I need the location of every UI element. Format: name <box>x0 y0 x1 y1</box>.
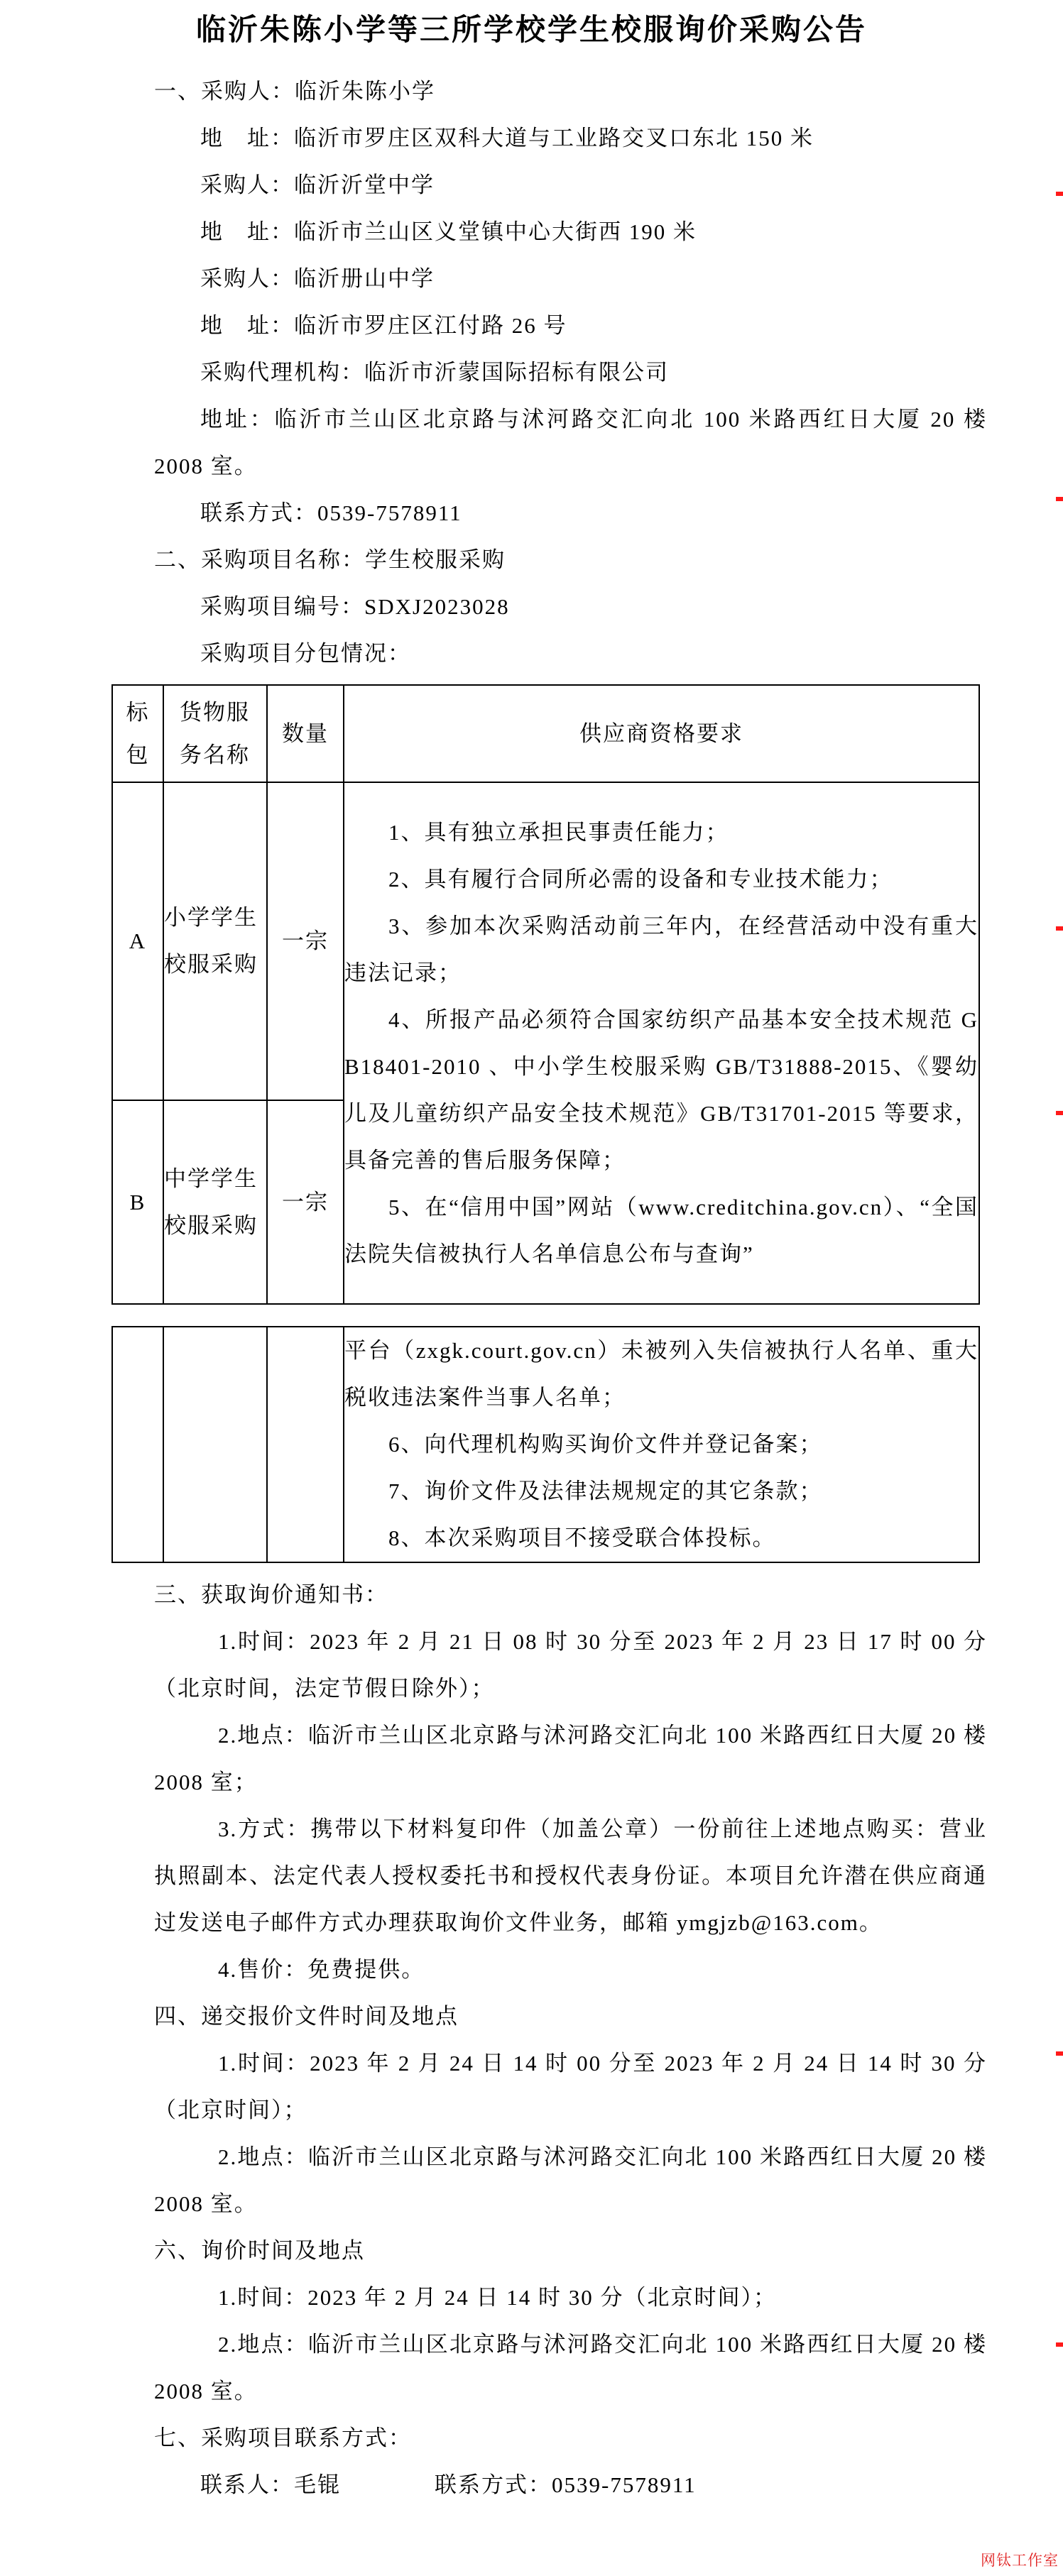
red-edge-mark <box>1056 2342 1063 2347</box>
paragraph: 4.售价：免费提供。 <box>218 1957 425 1982</box>
paragraph: 地址：临沂市兰山区北京路与沭河路交汇向北 100 米路西红日大厦 20 楼 2008 室。 <box>154 407 987 478</box>
red-edge-mark <box>1056 1111 1063 1115</box>
requirement-paragraph: 8、本次采购项目不接受联合体投标。 <box>388 1525 776 1550</box>
col-header-bid-package: 标包 <box>112 685 163 782</box>
red-edge-mark <box>1056 192 1063 196</box>
body-paragraph-group <box>154 1572 987 2509</box>
paragraph: 2.地点：临沂市兰山区北京路与沭河路交汇向北 100 米路西红日大厦 20 楼 2008 室。 <box>154 2332 987 2404</box>
intro-paragraph-group <box>154 68 987 677</box>
col-header-supplier-qualification: 供应商资格要求 <box>344 685 979 782</box>
requirement-paragraph: 6、向代理机构购买询价文件并登记备案； <box>388 1432 823 1457</box>
red-edge-mark <box>1056 497 1063 501</box>
col-header-goods-service-name: 货物服务名称 <box>163 685 267 782</box>
paragraph: 2.地点：临沂市兰山区北京路与沭河路交汇向北 100 米路西红日大厦 20 楼 2008 室。 <box>154 2144 987 2216</box>
quantity-cell-b: 一宗 <box>267 1100 344 1304</box>
requirement-paragraph: 5、在“信用中国”网站（www.creditchina.gov.cn）、“全国法院失信被执行人名单信息公布与查询” <box>344 1194 978 1266</box>
bid-cell-b: B <box>112 1100 163 1304</box>
paragraph: 3.方式：携带以下材料复印件（加盖公章）一份前往上述地点购买：营业执照副本、法定代表人授权委托书和授权代表身份证。本项目允许潜在供应商通过发送电子邮件方式办理获取询价文件业务，邮箱 ymgjzb@163.com。 <box>154 1816 987 1935</box>
table-continued-row <box>112 1327 979 1562</box>
packages-table <box>111 684 980 1305</box>
paragraph: 采购项目分包情况： <box>200 641 411 666</box>
paragraph: 采购代理机构：临沂市沂蒙国际招标有限公司 <box>200 360 669 385</box>
goods-cell-empty <box>163 1327 267 1562</box>
requirement-paragraph: 平台（zxgk.court.gov.cn）未被列入失信被执行人名单、重大税收违法案件当事人名单； <box>344 1338 978 1410</box>
paragraph: 二、采购项目名称：学生校服采购 <box>154 547 506 572</box>
requirement-paragraph: 3、参加本次采购活动前三年内，在经营活动中没有重大违法记录； <box>344 913 978 985</box>
paragraph: 采购项目编号：SDXJ2023028 <box>200 594 510 619</box>
paragraph: 地 址：临沂市罗庄区双科大道与工业路交叉口东北 150 米 <box>200 126 814 150</box>
paragraph: 2.地点：临沂市兰山区北京路与沭河路交汇向北 100 米路西红日大厦 20 楼 2008 室； <box>154 1723 987 1794</box>
paragraph: 1.时间：2023 年 2 月 24 日 14 时 30 分（北京时间）； <box>218 2285 777 2310</box>
bid-cell-empty <box>112 1327 163 1562</box>
supplier-requirements-continued-cell <box>344 1327 979 1562</box>
paragraph: 地 址：临沂市罗庄区江付路 26 号 <box>200 313 567 338</box>
paragraph: 采购人：临沂册山中学 <box>200 266 435 291</box>
requirement-paragraph: 7、询价文件及法律法规规定的其它条款； <box>388 1479 823 1503</box>
table-header-row <box>112 685 979 782</box>
paragraph: 四、递交报价文件时间及地点 <box>154 2004 459 2029</box>
paragraph: 1.时间：2023 年 2 月 21 日 08 时 30 分至 2023 年 2 月 23 日 17 时 00 分（北京时间，法定节假日除外）； <box>154 1629 987 1701</box>
paragraph: 地 址：临沂市兰山区义堂镇中心大街西 190 米 <box>200 219 697 244</box>
table-row-package-a <box>112 782 979 1100</box>
red-edge-mark <box>1056 926 1063 931</box>
quantity-cell-a: 一宗 <box>267 782 344 1100</box>
paragraph: 采购人：临沂沂堂中学 <box>200 172 435 197</box>
paragraph: 七、采购项目联系方式： <box>154 2426 412 2450</box>
requirement-paragraph: 4、所报产品必须符合国家纺织产品基本安全技术规范 GB18401-2010 、中小学生校服采购 GB/T31888-2015、《婴幼儿及儿童纺织产品安全技术规范》GB/T31701-2015 等要求，具备完善的售后服务保障； <box>344 1007 978 1173</box>
supplier-requirements-cell <box>344 782 979 1304</box>
col-header-quantity: 数量 <box>267 685 344 782</box>
requirement-paragraph: 2、具有履行合同所必需的设备和专业技术能力； <box>388 866 893 892</box>
quantity-cell-empty <box>267 1327 344 1562</box>
bid-cell-a: A <box>112 782 163 1100</box>
paragraph: 1.时间：2023 年 2 月 24 日 14 时 00 分至 2023 年 2 月 24 日 14 时 30 分（北京时间）； <box>154 2051 987 2122</box>
page-title: 临沂朱陈小学等三所学校学生校服询价采购公告 <box>195 14 867 47</box>
goods-cell-a: 小学学生校服采购 <box>163 782 267 1100</box>
watermark: 网钛工作室 <box>981 2552 1059 2569</box>
paragraph: 六、询价时间及地点 <box>154 2238 365 2263</box>
packages-table-continued <box>111 1326 980 1563</box>
paragraph: 联系人：毛锟 联系方式：0539-7578911 <box>200 2472 697 2497</box>
goods-cell-b: 中学学生校服采购 <box>163 1100 267 1304</box>
paragraph: 一、采购人：临沂朱陈小学 <box>154 79 435 104</box>
paragraph: 三、获取询价通知书： <box>154 1582 388 1607</box>
requirement-paragraph: 1、具有独立承担民事责任能力； <box>388 819 729 845</box>
red-edge-mark <box>1056 2051 1063 2056</box>
paragraph: 联系方式：0539-7578911 <box>200 500 462 525</box>
